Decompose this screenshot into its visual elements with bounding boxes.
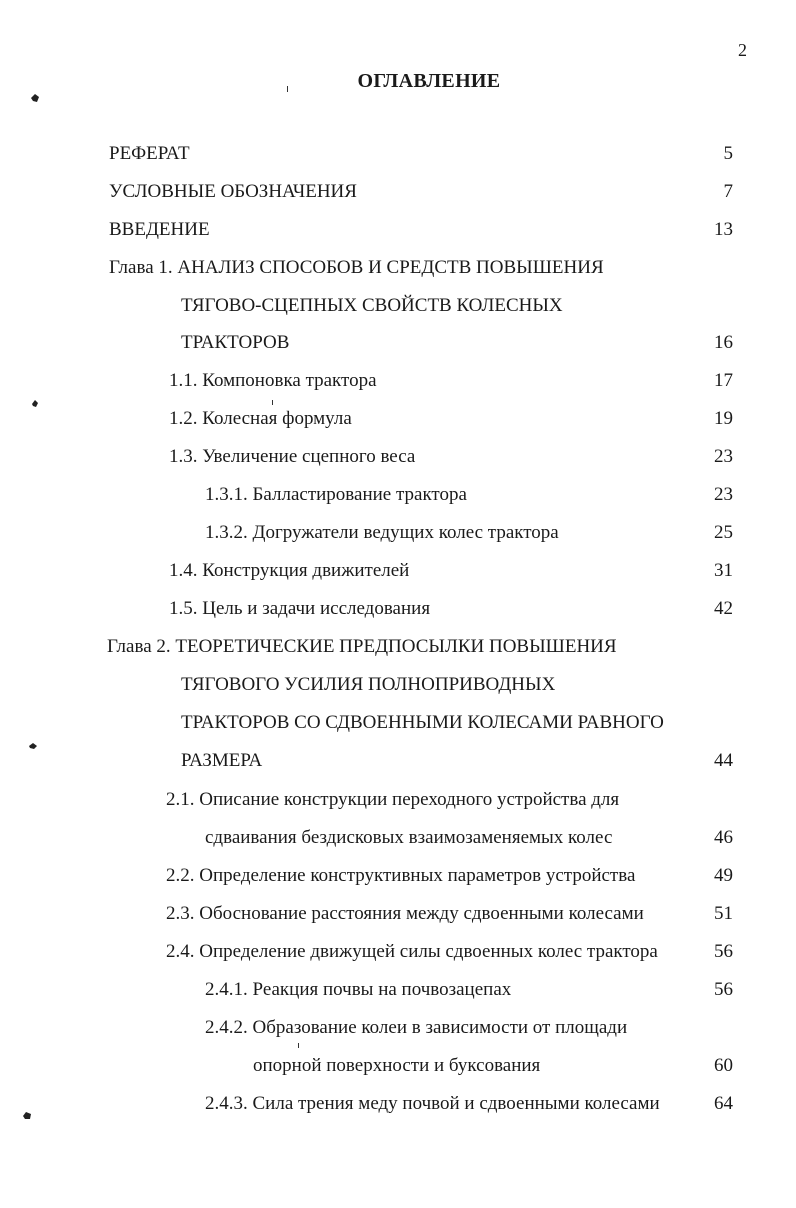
- toc-entry-text: Глава 2. ТЕОРЕТИЧЕСКИЕ ПРЕДПОСЫЛКИ ПОВЫШЕНИЯ: [107, 636, 617, 657]
- toc-entry-text: ТЯГОВО-СЦЕПНЫХ СВОЙСТВ КОЛЕСНЫХ: [181, 295, 563, 316]
- toc-entry-page: 42: [714, 598, 733, 619]
- page-number: 2: [738, 40, 747, 60]
- toc-entry-page: 23: [714, 484, 733, 505]
- scan-speck: [298, 1043, 299, 1048]
- scan-mark: [28, 741, 38, 751]
- toc-entry-text: 1.3. Увеличение сцепного веса: [169, 446, 416, 467]
- toc-entry-page: 56: [714, 941, 733, 962]
- toc-entry-page: 49: [714, 865, 733, 886]
- toc-entry-text: 1.3.1. Балластирование трактора: [205, 484, 467, 505]
- toc-entry-text: 1.1. Компоновка трактора: [169, 370, 377, 391]
- toc-entry-text: 2.4.2. Образование колеи в зависимости от площади: [205, 1017, 628, 1038]
- scan-speck: [287, 86, 288, 92]
- toc-entry-text: ВВЕДЕНИЕ: [109, 219, 210, 240]
- toc-entry-page: 44: [714, 750, 733, 771]
- toc-entry-text: 2.4.1. Реакция почвы на почвозацепах: [205, 979, 512, 1000]
- toc-entry-page: 51: [714, 903, 733, 924]
- toc-entry-page: 19: [714, 408, 733, 429]
- toc-entry-page: 23: [714, 446, 733, 467]
- toc-entry-text: 2.1. Описание конструкции переходного устройства для: [166, 789, 620, 810]
- toc-entry-text: УСЛОВНЫЕ ОБОЗНАЧЕНИЯ: [109, 181, 357, 202]
- toc-entry-page: 16: [714, 332, 733, 353]
- toc-entry-text: 2.4. Определение движущей силы сдвоенных колес трактора: [166, 941, 658, 962]
- scan-speck: [272, 400, 273, 405]
- scan-mark: [22, 1110, 32, 1120]
- toc-entry-text: 1.3.2. Догружатели ведущих колес трактора: [205, 522, 559, 543]
- toc-entry-text: 1.2. Колесная формула: [169, 408, 352, 429]
- toc-entry-page: 7: [723, 181, 733, 202]
- page-title: ОГЛАВЛЕНИЕ: [357, 70, 501, 92]
- toc-entry-text: РАЗМЕРА: [181, 750, 263, 771]
- toc-entry-text: 2.3. Обоснование расстояния между сдвоенными колесами: [166, 903, 644, 924]
- toc-entry-text: сдваивания бездисковых взаимозаменяемых колес: [205, 827, 613, 848]
- toc-entry-text: ТРАКТОРОВ СО СДВОЕННЫМИ КОЛЕСАМИ РАВНОГО: [181, 712, 664, 733]
- toc-entry-text: Глава 1. АНАЛИЗ СПОСОБОВ И СРЕДСТВ ПОВЫШЕНИЯ: [109, 257, 604, 278]
- toc-entry-text: 1.5. Цель и задачи исследования: [169, 598, 431, 619]
- toc-entry-page: 56: [714, 979, 733, 1000]
- toc-entry-page: 64: [714, 1093, 733, 1114]
- toc-entry-page: 13: [714, 219, 733, 240]
- toc-entry-page: 5: [723, 143, 733, 164]
- toc-entry-text: 1.4. Конструкция движителей: [169, 560, 410, 581]
- toc-entry-page: 17: [714, 370, 733, 391]
- toc-entry-page: 60: [714, 1055, 733, 1076]
- toc-entry-text: 2.4.3. Сила трения меду почвой и сдвоенными колесами: [205, 1093, 660, 1114]
- toc-entry-text: 2.2. Определение конструктивных параметров устройства: [166, 865, 636, 886]
- scan-mark: [30, 398, 40, 408]
- toc-entry-text: опорной поверхности и буксования: [253, 1055, 541, 1076]
- toc-entry-text: ТРАКТОРОВ: [181, 332, 290, 353]
- toc-entry-text: ТЯГОВОГО УСИЛИЯ ПОЛНОПРИВОДНЫХ: [181, 674, 556, 695]
- toc-entry-page: 31: [714, 560, 733, 581]
- toc-entry-page: 46: [714, 827, 733, 848]
- toc-entry-text: РЕФЕРАТ: [109, 143, 190, 164]
- scan-mark: [30, 93, 40, 103]
- toc-entry-page: 25: [714, 522, 733, 543]
